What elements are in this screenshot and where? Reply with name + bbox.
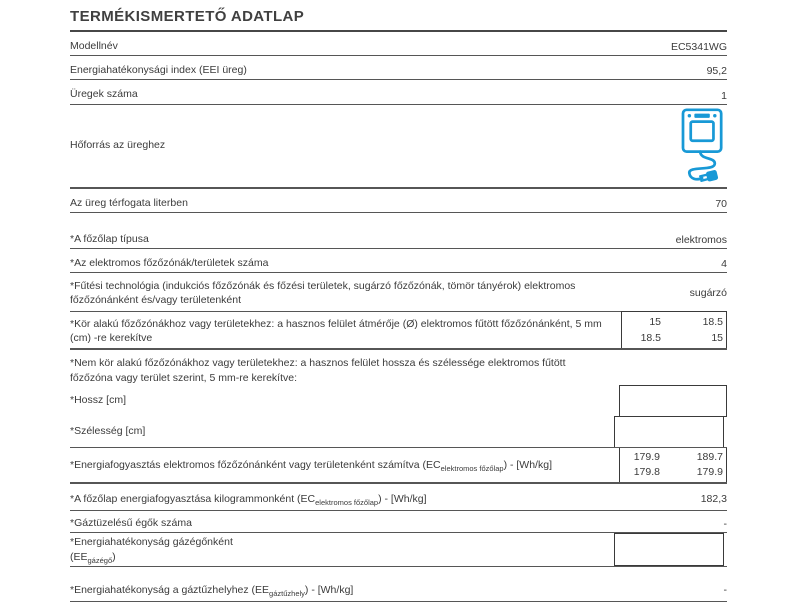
electric-oven-with-plug-icon xyxy=(681,108,725,191)
circular-zones-label: *Kör alakú főzőzónákhoz vagy területekhez: a hasznos felület átmérője (Ø) elektromos fűtött főzőzónánként, 5 mm (cm) -re kerekítve xyxy=(70,318,602,345)
subscript-label: gáztűzhely xyxy=(269,589,305,599)
gas-hob-efficiency-value: - xyxy=(723,584,727,597)
cavity-volume-label: Az üreg térfogata literben xyxy=(70,196,188,209)
row-gas-hob-efficiency xyxy=(70,575,727,602)
gas-burner-efficiency-value-box xyxy=(614,533,724,566)
eei-label: Energiahatékonysági index (EEI üreg) xyxy=(70,64,247,77)
row-gas-burner-efficiency xyxy=(70,533,727,567)
row-heat-source xyxy=(70,105,727,189)
energy-per-zone-label: *Energiafogyasztás elektromos főzőzónánként vagy területenként számítva $(EC_{elektromos főzőlap}) - [Wh/kg]$ xyxy=(70,458,552,473)
gas-burner-efficiency-label: *Energiahatékonyság gázégőnként $(EE_{gázégő})$ xyxy=(70,536,233,565)
row-width xyxy=(70,416,727,447)
table-cell: 179.9 xyxy=(696,466,723,479)
energy-per-zone-table xyxy=(619,448,727,482)
subscript-label: elektromos főzőlap xyxy=(315,497,379,507)
cavities-value: 1 xyxy=(721,89,727,102)
table-cell: 18.5 xyxy=(702,316,723,329)
table-cell: 18.5 xyxy=(640,332,661,345)
model-name-label: Modellnév xyxy=(70,40,118,52)
gas-burners-value: - xyxy=(723,518,727,531)
row-cavity-volume xyxy=(70,189,727,213)
heat-source-label: Hőforrás az üreghez xyxy=(70,139,166,152)
table-cell: 179.9 xyxy=(633,451,660,464)
heating-technology-value: sugárzó xyxy=(689,287,727,300)
cavities-label: Üregek száma xyxy=(70,88,138,101)
subscript-label: elektromos főzőlap xyxy=(440,463,504,473)
subscript-label: gázégő xyxy=(87,555,113,565)
hob-energy-value: 182,3 xyxy=(700,492,727,505)
row-gas-burners xyxy=(70,511,727,533)
cavity-volume-value: 70 xyxy=(715,197,727,210)
page-title: TERMÉKISMERTETŐ ADATLAP xyxy=(70,8,727,32)
row-length xyxy=(70,385,727,416)
gas-burners-label: *Gáztüzelésű égők száma xyxy=(70,516,192,529)
table-cell: 15 xyxy=(711,332,723,345)
table-cell: 179.8 xyxy=(633,466,660,479)
row-non-circular-zones xyxy=(70,350,727,384)
row-energy-per-zone xyxy=(70,447,727,484)
width-value-box xyxy=(614,416,724,448)
row-hob-energy xyxy=(70,484,727,511)
hob-energy-label: *A főzőlap energiafogyasztása kilogrammonként $(EC_{elektromos főzőlap}) - [Wh/kg]$ xyxy=(70,492,427,507)
width-label: *Szélesség [cm] xyxy=(70,425,146,438)
row-circular-zones xyxy=(70,312,727,350)
zones-count-value: 4 xyxy=(721,258,727,271)
hob-type-label: *A főzőlap típusa xyxy=(70,232,149,245)
length-label: *Hossz [cm] xyxy=(70,394,127,407)
zones-count-label: *Az elektromos főzőzónák/területek száma xyxy=(70,256,269,269)
row-hob-type xyxy=(70,225,727,249)
table-cell: 189.7 xyxy=(696,451,723,464)
gas-hob-efficiency-label: *Energiahatékonyság a gáztűzhelyhez $(EE_{gáztűzhely}) - [Wh/kg]$ xyxy=(70,584,354,599)
row-model-name xyxy=(70,32,727,56)
table-cell: 15 xyxy=(649,316,661,329)
eei-value: 95,2 xyxy=(706,65,727,78)
row-heating-technology xyxy=(70,273,727,312)
model-name-value: EC5341WG xyxy=(670,41,727,54)
circular-zones-diameter-table xyxy=(621,311,727,348)
hob-type-value: elektromos xyxy=(675,233,727,246)
length-value-box xyxy=(619,385,727,417)
row-eei xyxy=(70,56,727,80)
row-zones-count xyxy=(70,249,727,273)
heating-technology-label: *Fűtési technológia (indukciós főzőzónák és főzési területek, sugárzó főzőzónák, tömör tányérok) elektromos főzőzónánként és/vagy területenként xyxy=(70,280,576,307)
row-cavities xyxy=(70,80,727,104)
non-circular-zones-label: *Nem kör alakú főzőzónákhoz vagy területekhez: a hasznos felület hossza és szélessége elektromos fűtött főzőzóna vagy terület szerint, 5 mm-re kerekítve: xyxy=(70,357,566,384)
